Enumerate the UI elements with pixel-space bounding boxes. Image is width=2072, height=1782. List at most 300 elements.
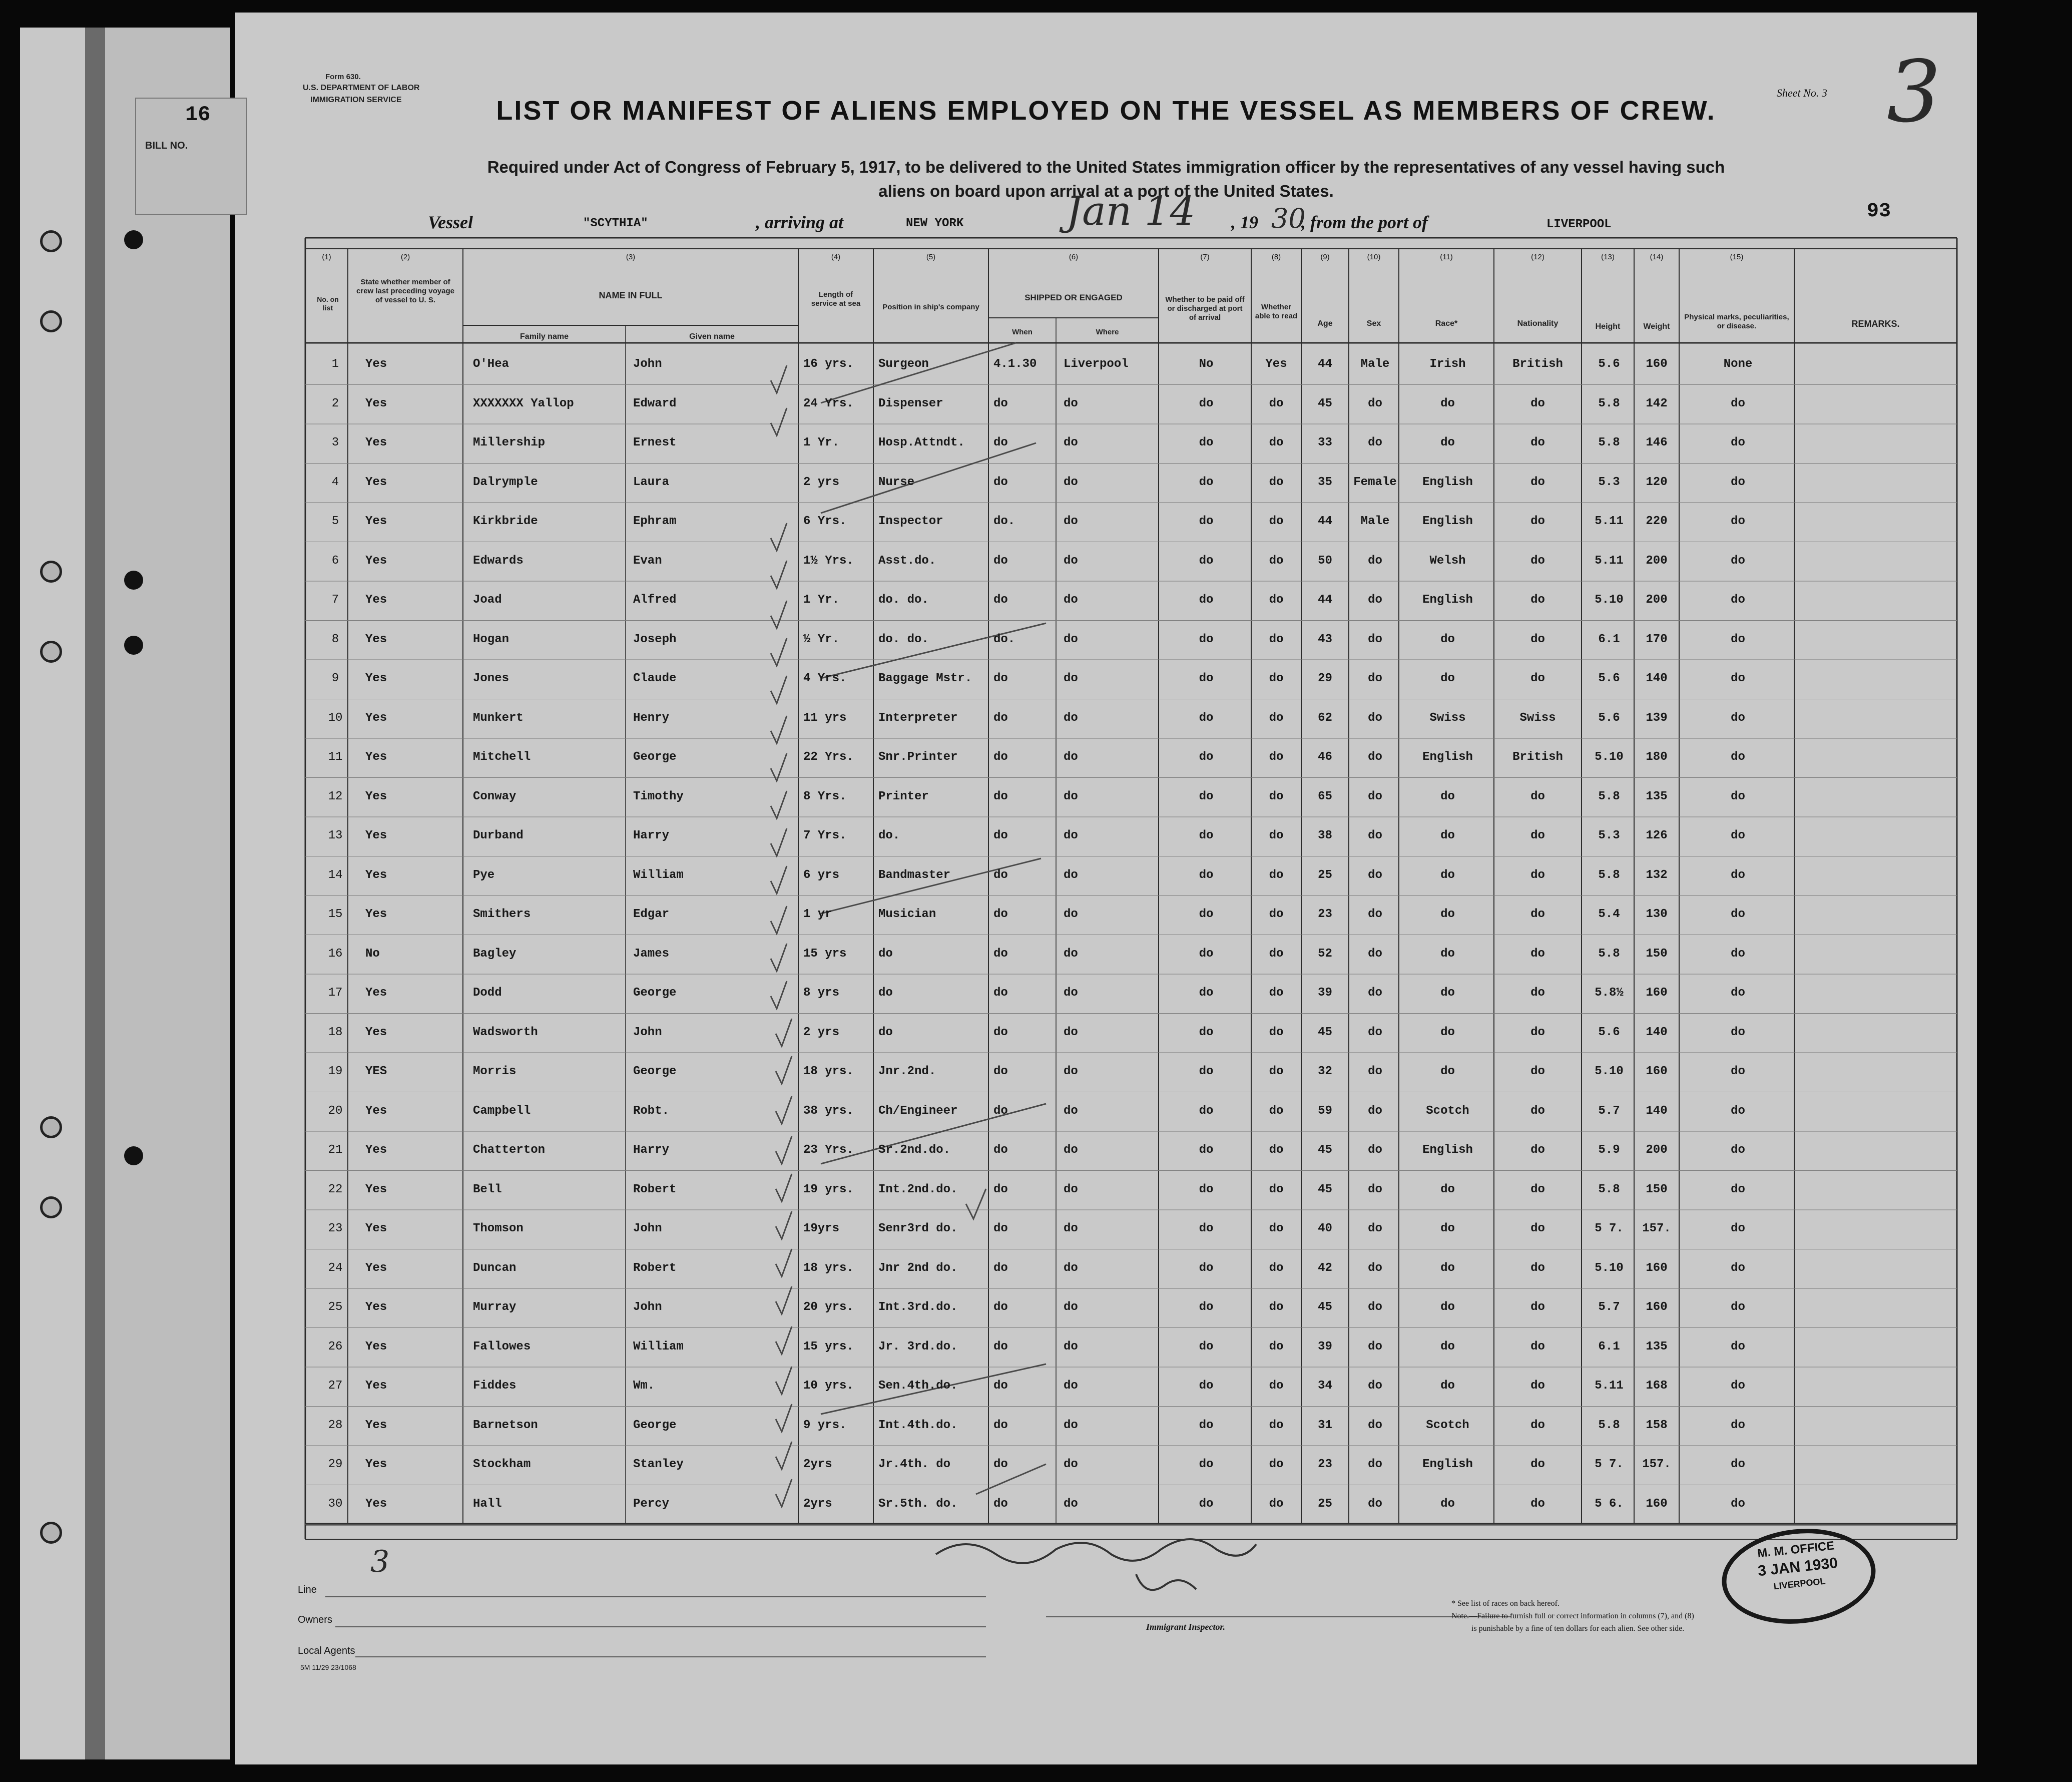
age: 42 bbox=[1318, 1261, 1332, 1275]
shipped-where: do bbox=[1064, 868, 1078, 882]
length-of-service: 9 yrs. bbox=[803, 1418, 847, 1432]
shipped-when: do bbox=[993, 908, 1008, 921]
age: 45 bbox=[1318, 1182, 1332, 1196]
row-number: 13 bbox=[328, 829, 343, 842]
header-age: Age bbox=[1317, 319, 1333, 328]
header-position: Position in ship's company bbox=[882, 303, 979, 311]
given-name: Robt. bbox=[633, 1104, 670, 1118]
side-label: BILL NO. bbox=[145, 140, 188, 151]
physical-marks: do bbox=[1731, 1300, 1745, 1314]
sex: Male bbox=[1360, 357, 1390, 371]
position: Int.2nd.do. bbox=[878, 1182, 958, 1196]
sex: Female bbox=[1353, 475, 1397, 489]
sex: do bbox=[1368, 1300, 1382, 1314]
height: 5.8 bbox=[1598, 1182, 1620, 1196]
able-to-read: do bbox=[1269, 1340, 1284, 1354]
race: do bbox=[1440, 396, 1455, 410]
able-to-read: do bbox=[1269, 672, 1284, 685]
age: 32 bbox=[1318, 1065, 1332, 1078]
race: do bbox=[1440, 986, 1455, 1000]
length-of-service: 2yrs bbox=[803, 1497, 832, 1511]
age: 65 bbox=[1318, 789, 1332, 803]
paid-off: do bbox=[1199, 515, 1214, 528]
length-of-service: 10 yrs. bbox=[803, 1379, 854, 1393]
age: 59 bbox=[1318, 1104, 1332, 1118]
race: do bbox=[1440, 436, 1455, 450]
row-number: 27 bbox=[328, 1379, 343, 1393]
shipped-when: do bbox=[993, 1104, 1008, 1118]
sex: do bbox=[1368, 711, 1382, 725]
sex: do bbox=[1368, 1222, 1382, 1235]
weight: 160 bbox=[1646, 1065, 1668, 1078]
able-to-read: do bbox=[1269, 436, 1284, 450]
binder-hole bbox=[124, 1146, 143, 1165]
nationality: do bbox=[1530, 593, 1545, 607]
shipped-when: do bbox=[993, 789, 1008, 803]
shipped-when: do bbox=[993, 868, 1008, 882]
family-name: Chatterton bbox=[473, 1143, 546, 1157]
position: do. bbox=[878, 829, 900, 842]
height: 5.8 bbox=[1598, 1418, 1620, 1432]
inspector-signature bbox=[936, 1539, 1256, 1590]
sex: do bbox=[1368, 789, 1382, 803]
sex: Male bbox=[1360, 515, 1390, 528]
row-number: 25 bbox=[328, 1300, 343, 1314]
shipped-where: do bbox=[1064, 593, 1078, 607]
position: Sr.2nd.do. bbox=[878, 1143, 951, 1157]
position: Bandmaster bbox=[878, 868, 951, 882]
col-num-13: (13) bbox=[1601, 253, 1615, 261]
header-length-of-service: Length of service at sea bbox=[811, 290, 861, 308]
col-num-1: (1) bbox=[322, 253, 331, 261]
nationality: do bbox=[1530, 672, 1545, 685]
row-number: 1 bbox=[331, 357, 339, 371]
shipped-where: do bbox=[1064, 1261, 1078, 1275]
subtitle-line-2: aliens on board upon arrival at a port of the United States. bbox=[878, 182, 1334, 200]
header-paid-off: Whether to be paid off or discharged at port of arrival bbox=[1165, 295, 1245, 322]
position: do. do. bbox=[878, 632, 929, 646]
length-of-service: 23 Yrs. bbox=[803, 1143, 854, 1157]
row-number: 14 bbox=[328, 868, 343, 882]
age: 25 bbox=[1318, 1497, 1332, 1511]
shipped-where: do bbox=[1064, 1418, 1078, 1432]
sex: do bbox=[1368, 1182, 1382, 1196]
shipped-where: do bbox=[1064, 947, 1078, 961]
paid-off: No bbox=[1199, 357, 1214, 371]
shipped-when: do bbox=[993, 750, 1008, 764]
row-number: 7 bbox=[331, 593, 339, 607]
shipped-when: do bbox=[993, 475, 1008, 489]
able-to-read: do bbox=[1269, 789, 1284, 803]
shipped-when: do bbox=[993, 593, 1008, 607]
row-number: 12 bbox=[328, 789, 343, 803]
weight: 200 bbox=[1646, 554, 1668, 568]
nationality: do bbox=[1530, 986, 1545, 1000]
height: 5 7. bbox=[1595, 1458, 1624, 1471]
family-name: Jones bbox=[473, 672, 509, 685]
given-name: Henry bbox=[633, 711, 670, 725]
col-num-2: (2) bbox=[400, 253, 410, 261]
age: 35 bbox=[1318, 475, 1332, 489]
header-list-number: No. on list bbox=[317, 295, 339, 312]
member-of-crew: Yes bbox=[365, 1418, 387, 1432]
shipped-when: do bbox=[993, 711, 1008, 725]
race: Scotch bbox=[1426, 1104, 1469, 1118]
paid-off: do bbox=[1199, 789, 1214, 803]
height: 6.1 bbox=[1598, 632, 1620, 646]
weight: 160 bbox=[1646, 1300, 1668, 1314]
physical-marks: do bbox=[1731, 1143, 1745, 1157]
age: 45 bbox=[1318, 1143, 1332, 1157]
position: Jnr.2nd. bbox=[878, 1065, 936, 1078]
binder-ring bbox=[40, 641, 62, 663]
able-to-read: do bbox=[1269, 554, 1284, 568]
able-to-read: do bbox=[1269, 1458, 1284, 1471]
member-of-crew: Yes bbox=[365, 711, 387, 725]
nationality: do bbox=[1530, 947, 1545, 961]
family-name: Fallowes bbox=[473, 1340, 531, 1354]
header-sex: Sex bbox=[1366, 319, 1381, 328]
member-of-crew: YES bbox=[365, 1065, 387, 1078]
physical-marks: do bbox=[1731, 750, 1745, 764]
shipped-when: 4.1.30 bbox=[993, 357, 1037, 371]
given-name: George bbox=[633, 1065, 677, 1078]
physical-marks: do bbox=[1731, 396, 1745, 410]
given-name: Evan bbox=[633, 554, 662, 568]
length-of-service: 4 Yrs. bbox=[803, 672, 847, 685]
penalty-note-line-1: Note.—Failure to furnish full or correct information in columns (7), and (8) bbox=[1451, 1612, 1694, 1620]
shipped-when: do bbox=[993, 436, 1008, 450]
shipped-when: do bbox=[993, 1143, 1008, 1157]
row-number: 3 bbox=[331, 436, 339, 450]
weight: 158 bbox=[1646, 1418, 1668, 1432]
height: 5.6 bbox=[1598, 357, 1620, 371]
height: 5.3 bbox=[1598, 829, 1620, 842]
height: 5.11 bbox=[1595, 1379, 1624, 1393]
service-name: IMMIGRATION SERVICE bbox=[310, 96, 402, 104]
given-name: Timothy bbox=[633, 789, 684, 803]
manifest-sheet bbox=[145, 13, 1977, 1764]
nationality: do bbox=[1530, 396, 1545, 410]
binder-ring bbox=[40, 230, 62, 252]
inspector-label: Immigrant Inspector. bbox=[1146, 1622, 1226, 1632]
sex: do bbox=[1368, 672, 1382, 685]
member-of-crew: Yes bbox=[365, 1025, 387, 1039]
weight: 150 bbox=[1646, 1182, 1668, 1196]
sex: do bbox=[1368, 1065, 1382, 1078]
shipped-where: do bbox=[1064, 1182, 1078, 1196]
age: 45 bbox=[1318, 396, 1332, 410]
family-name: Smithers bbox=[473, 908, 531, 921]
position: do bbox=[878, 986, 893, 1000]
family-name: Hall bbox=[473, 1497, 502, 1511]
able-to-read: Yes bbox=[1265, 357, 1287, 371]
shipped-when: do bbox=[993, 1379, 1008, 1393]
family-name: Bell bbox=[473, 1182, 502, 1196]
col-num-9: (9) bbox=[1320, 253, 1330, 261]
height: 5.6 bbox=[1598, 711, 1620, 725]
race: Scotch bbox=[1426, 1418, 1469, 1432]
given-name: Edward bbox=[633, 396, 677, 410]
member-of-crew: No bbox=[365, 947, 380, 961]
year-label: , 19 bbox=[1231, 212, 1258, 232]
shipped-where: do bbox=[1064, 1497, 1078, 1511]
age: 31 bbox=[1318, 1418, 1332, 1432]
able-to-read: do bbox=[1269, 908, 1284, 921]
position: Nurse bbox=[878, 475, 915, 489]
family-name: O'Hea bbox=[473, 357, 509, 371]
race: do bbox=[1440, 789, 1455, 803]
given-name: Ernest bbox=[633, 436, 677, 450]
sex: do bbox=[1368, 908, 1382, 921]
paid-off: do bbox=[1199, 554, 1214, 568]
length-of-service: 16 yrs. bbox=[803, 357, 854, 371]
family-name: Thomson bbox=[473, 1222, 524, 1235]
race: English bbox=[1422, 750, 1473, 764]
given-name: Ephram bbox=[633, 515, 677, 528]
length-of-service: 1 Yr. bbox=[803, 436, 840, 450]
col-num-12: (12) bbox=[1531, 253, 1544, 261]
position: Printer bbox=[878, 789, 929, 803]
height: 5.11 bbox=[1595, 554, 1624, 568]
row-number: 28 bbox=[328, 1418, 343, 1432]
member-of-crew: Yes bbox=[365, 1379, 387, 1393]
departure-port: LIVERPOOL bbox=[1546, 218, 1612, 231]
given-name: George bbox=[633, 1418, 677, 1432]
shipped-when: do bbox=[993, 1458, 1008, 1471]
race: do bbox=[1440, 908, 1455, 921]
position: Jr.4th. do bbox=[878, 1458, 951, 1471]
col-num-11: (11) bbox=[1440, 253, 1453, 261]
row-number: 21 bbox=[328, 1143, 343, 1157]
from-port-label: , from the port of bbox=[1301, 212, 1428, 232]
nationality: do bbox=[1530, 436, 1545, 450]
weight: 160 bbox=[1646, 1261, 1668, 1275]
length-of-service: 7 Yrs. bbox=[803, 829, 847, 842]
able-to-read: do bbox=[1269, 829, 1284, 842]
race: do bbox=[1440, 1065, 1455, 1078]
shipped-when: do bbox=[993, 396, 1008, 410]
weight: 120 bbox=[1646, 475, 1668, 489]
header-name-in-full: NAME IN FULL bbox=[599, 290, 663, 300]
paid-off: do bbox=[1199, 829, 1214, 842]
family-name: Murray bbox=[473, 1300, 516, 1314]
race: Welsh bbox=[1429, 554, 1466, 568]
shipped-when: do bbox=[993, 986, 1008, 1000]
sex: do bbox=[1368, 750, 1382, 764]
nationality: do bbox=[1530, 868, 1545, 882]
height: 5.8 bbox=[1598, 947, 1620, 961]
arrival-port: NEW YORK bbox=[906, 217, 964, 230]
row-number: 30 bbox=[328, 1497, 343, 1511]
member-of-crew: Yes bbox=[365, 436, 387, 450]
member-of-crew: Yes bbox=[365, 1340, 387, 1354]
shipped-when: do bbox=[993, 1182, 1008, 1196]
length-of-service: 11 yrs bbox=[803, 711, 847, 725]
paid-off: do bbox=[1199, 1065, 1214, 1078]
weight: 135 bbox=[1646, 1340, 1668, 1354]
binder-ring bbox=[40, 1522, 62, 1544]
able-to-read: do bbox=[1269, 396, 1284, 410]
race: do bbox=[1440, 632, 1455, 646]
length-of-service: 22 Yrs. bbox=[803, 750, 854, 764]
length-of-service: 6 yrs bbox=[803, 868, 840, 882]
age: 34 bbox=[1318, 1379, 1332, 1393]
family-name: Munkert bbox=[473, 711, 524, 725]
nationality: do bbox=[1530, 829, 1545, 842]
binding-shadow bbox=[85, 28, 105, 1759]
shipped-where: do bbox=[1064, 1379, 1078, 1393]
paid-off: do bbox=[1199, 1025, 1214, 1039]
nationality: do bbox=[1530, 1104, 1545, 1118]
length-of-service: 1 Yr. bbox=[803, 593, 840, 607]
stamp-office: M. M. OFFICE bbox=[1757, 1539, 1835, 1561]
family-name: Joad bbox=[473, 593, 502, 607]
row-number: 15 bbox=[328, 908, 343, 921]
age: 29 bbox=[1318, 672, 1332, 685]
shipped-when: do bbox=[993, 1497, 1008, 1511]
physical-marks: do bbox=[1731, 672, 1745, 685]
given-name: Robert bbox=[633, 1261, 677, 1275]
col-num-15: (15) bbox=[1730, 253, 1744, 261]
member-of-crew: Yes bbox=[365, 632, 387, 646]
position: Baggage Mstr. bbox=[878, 672, 972, 685]
family-name: Durband bbox=[473, 829, 524, 842]
nationality: do bbox=[1530, 1497, 1545, 1511]
position: Hosp.Attndt. bbox=[878, 436, 965, 450]
age: 33 bbox=[1318, 436, 1332, 450]
sex: do bbox=[1368, 554, 1382, 568]
race: do bbox=[1440, 1379, 1455, 1393]
local-agents-label: Local Agents bbox=[298, 1645, 355, 1656]
stamp-date: 3 JAN 1930 bbox=[1757, 1554, 1839, 1580]
nationality: do bbox=[1530, 1300, 1545, 1314]
shipped-when: do bbox=[993, 554, 1008, 568]
height: 5.8 bbox=[1598, 436, 1620, 450]
weight: 135 bbox=[1646, 789, 1668, 803]
physical-marks: do bbox=[1731, 1182, 1745, 1196]
handwritten-total: 3 bbox=[370, 1544, 390, 1579]
penalty-note-line-2: is punishable by a fine of ten dollars for each alien. See other side. bbox=[1471, 1624, 1685, 1633]
position: Inspector bbox=[878, 515, 943, 528]
shipped-where: do bbox=[1064, 1458, 1078, 1471]
age: 52 bbox=[1318, 947, 1332, 961]
member-of-crew: Yes bbox=[365, 908, 387, 921]
length-of-service: 15 yrs bbox=[803, 947, 847, 961]
weight: 132 bbox=[1646, 868, 1668, 882]
physical-marks: do bbox=[1731, 554, 1745, 568]
given-name: John bbox=[633, 1222, 662, 1235]
length-of-service: 18 yrs. bbox=[803, 1261, 854, 1275]
row-number: 9 bbox=[331, 672, 339, 685]
family-name: Bagley bbox=[473, 947, 516, 961]
physical-marks: do bbox=[1731, 1379, 1745, 1393]
header-shipped-or-engaged: SHIPPED OR ENGAGED bbox=[1024, 293, 1123, 302]
race: do bbox=[1440, 947, 1455, 961]
able-to-read: do bbox=[1269, 1104, 1284, 1118]
row-number: 29 bbox=[328, 1458, 343, 1471]
binder-ring bbox=[40, 1196, 62, 1218]
age: 45 bbox=[1318, 1025, 1332, 1039]
nationality: do bbox=[1530, 1418, 1545, 1432]
nationality: do bbox=[1530, 1182, 1545, 1196]
physical-marks: do bbox=[1731, 1497, 1745, 1511]
header-given-name: Given name bbox=[689, 332, 735, 341]
position: Musician bbox=[878, 908, 936, 921]
member-of-crew: Yes bbox=[365, 1104, 387, 1118]
length-of-service: 6 Yrs. bbox=[803, 515, 847, 528]
able-to-read: do bbox=[1269, 1300, 1284, 1314]
age: 46 bbox=[1318, 750, 1332, 764]
nationality: British bbox=[1512, 357, 1563, 371]
age: 40 bbox=[1318, 1222, 1332, 1235]
member-of-crew: Yes bbox=[365, 593, 387, 607]
member-of-crew: Yes bbox=[365, 829, 387, 842]
paid-off: do bbox=[1199, 1261, 1214, 1275]
weight: 220 bbox=[1646, 515, 1668, 528]
col-num-3: (3) bbox=[626, 253, 636, 261]
row-number: 22 bbox=[328, 1182, 343, 1196]
family-name: Fiddes bbox=[473, 1379, 516, 1393]
binding-strip-left bbox=[20, 28, 85, 1759]
given-name: Wm. bbox=[633, 1379, 655, 1393]
shipped-where: Liverpool bbox=[1064, 357, 1129, 371]
shipped-where: do bbox=[1064, 1222, 1078, 1235]
position: Snr.Printer bbox=[878, 750, 958, 764]
able-to-read: do bbox=[1269, 986, 1284, 1000]
col-num-7: (7) bbox=[1200, 253, 1210, 261]
race: Irish bbox=[1429, 357, 1466, 371]
shipped-when: do bbox=[993, 1065, 1008, 1078]
able-to-read: do bbox=[1269, 1497, 1284, 1511]
row-number: 17 bbox=[328, 986, 343, 1000]
header-member-of-crew: State whether member of crew last preceding voyage of vessel to U. S. bbox=[356, 278, 454, 304]
nationality: do bbox=[1530, 632, 1545, 646]
paid-off: do bbox=[1199, 1497, 1214, 1511]
sex: do bbox=[1368, 868, 1382, 882]
col-num-6: (6) bbox=[1069, 253, 1079, 261]
height: 5.10 bbox=[1595, 750, 1624, 764]
position: Dispenser bbox=[878, 396, 943, 410]
position: do bbox=[878, 1025, 893, 1039]
nationality: do bbox=[1530, 1065, 1545, 1078]
height: 5.6 bbox=[1598, 1025, 1620, 1039]
given-name: Laura bbox=[633, 475, 670, 489]
weight: 140 bbox=[1646, 1025, 1668, 1039]
member-of-crew: Yes bbox=[365, 868, 387, 882]
weight: 170 bbox=[1646, 632, 1668, 646]
shipped-where: do bbox=[1064, 632, 1078, 646]
shipped-where: do bbox=[1064, 908, 1078, 921]
line-label: Line bbox=[298, 1584, 317, 1595]
age: 62 bbox=[1318, 711, 1332, 725]
able-to-read: do bbox=[1269, 1261, 1284, 1275]
family-name: Millership bbox=[473, 436, 546, 450]
height: 5.4 bbox=[1598, 908, 1620, 921]
height: 6.1 bbox=[1598, 1340, 1620, 1354]
sex: do bbox=[1368, 829, 1382, 842]
weight: 126 bbox=[1646, 829, 1668, 842]
able-to-read: do bbox=[1269, 1025, 1284, 1039]
physical-marks: None bbox=[1723, 357, 1753, 371]
shipped-where: do bbox=[1064, 1340, 1078, 1354]
shipped-where: do bbox=[1064, 1143, 1078, 1157]
nationality: do bbox=[1530, 1025, 1545, 1039]
length-of-service: 18 yrs. bbox=[803, 1065, 854, 1078]
length-of-service: 24 Yrs. bbox=[803, 396, 854, 410]
shipped-where: do bbox=[1064, 750, 1078, 764]
physical-marks: do bbox=[1731, 515, 1745, 528]
